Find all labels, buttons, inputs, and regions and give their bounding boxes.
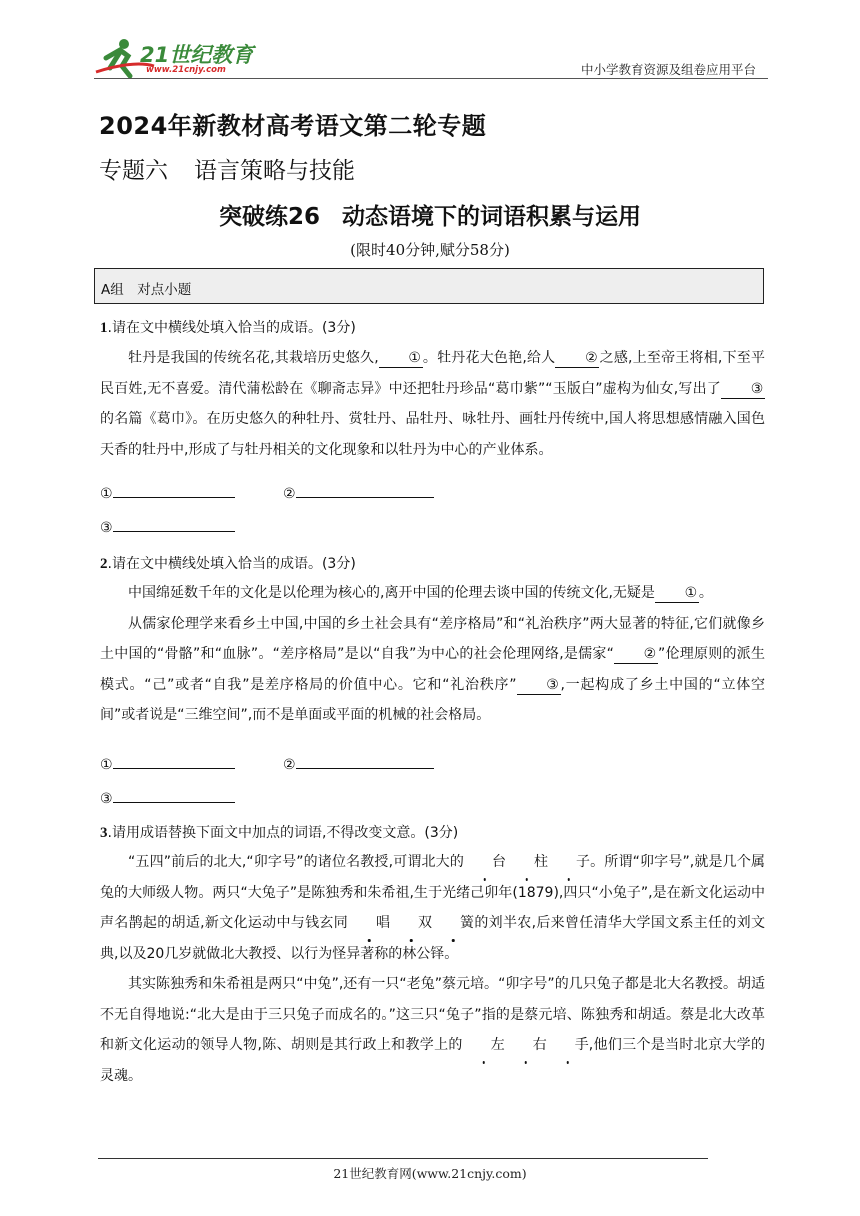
topic-number: 专题六	[99, 158, 168, 184]
question-number: 1	[100, 320, 108, 336]
blank-2[interactable]: ②	[555, 349, 599, 368]
blank-3[interactable]: ③	[517, 676, 561, 695]
footer-text: 21世纪教育网(www.21cnjy.com)	[333, 1166, 527, 1181]
footer-rule	[98, 1158, 708, 1159]
answer-line-3[interactable]: ③	[100, 788, 235, 807]
answer-line-2[interactable]: ②	[283, 483, 434, 502]
answer-line-2[interactable]: ②	[283, 754, 434, 773]
question-number: 2	[100, 556, 108, 572]
dotted-phrase-2: 唱 双 簧	[348, 915, 474, 931]
question-text: .请用成语替换下面文中加点的词语,不得改变文意。(3分)	[107, 825, 459, 841]
question-3-passage: “五四”前后的北大,“卯字号”的诸位名教授,可谓北大的 台 柱 子。所谓“卯字号”,就是几个属兔的大师级人物。两只“大兔子”是陈独秀和朱希祖,生于光绪己卯年(1879),四只“小兔子”,是在新文化运动中声名鹊起的胡适,新文化运动中与钱玄同 唱 双 簧的刘半农,后来曾任清华大学国文系主任的刘文典,以及20几岁就做北大教授、以行为怪异著称的林公铎。 其实陈独秀和朱希祖是两只“中兔”,还有一只“老兔”蔡元培。“卯字号”的几只兔子都是北大名教授。胡适不无自得地说:“北大是由于三只兔子而成名的。”这三只“兔子”指的是蔡元培、陈独秀和胡适。蔡是北大改革和新文化运动的领导人物,陈、胡则是其行政上和教学上的 左 右 手,他们三个是当时北京大学的灵魂。	[100, 847, 765, 1091]
group-header	[94, 268, 764, 304]
group-label: A组 对点小题	[101, 282, 192, 298]
time-limit: (限时40分钟,赋分58分)	[350, 241, 510, 259]
exercise-number: 突破练26	[218, 204, 320, 230]
blank-1[interactable]: ①	[655, 584, 699, 603]
question-2-prompt	[100, 553, 356, 573]
doc-title: 2024年新教材高考语文第二轮专题	[99, 112, 487, 140]
question-1-prompt	[100, 317, 356, 337]
header-rule	[94, 78, 768, 79]
question-3-prompt	[100, 822, 458, 842]
topic-name: 语言策略与技能	[194, 158, 355, 184]
exercise-name: 动态语境下的词语积累与运用	[342, 204, 641, 230]
blank-3[interactable]: ③	[721, 380, 765, 399]
exercise-title	[0, 198, 860, 231]
site-name: 中小学教育资源及组卷应用平台	[580, 62, 756, 77]
question-text: .请在文中横线处填入恰当的成语。(3分)	[107, 556, 356, 572]
blank-2[interactable]: ②	[614, 645, 658, 664]
topic-title	[99, 152, 355, 185]
answer-line-1[interactable]: ①	[100, 483, 235, 502]
site-logo	[94, 36, 264, 78]
logo-url: www.21cnjy.com	[146, 65, 226, 75]
question-number: 3	[100, 825, 108, 841]
question-2-passage: 中国绵延数千年的文化是以伦理为核心的,离开中国的伦理去谈中国的传统文化,无疑是 ① 。 从儒家伦理学来看乡土中国,中国的乡土社会具有“差序格局”和“礼治秩序”两大显著的特征,它们就像乡土中国的“骨骼”和“血脉”。“差序格局”是以“自我”为中心的社会伦理网络,是儒家“ ② ”伦理原则的派生模式。“己”或者“自我”是差序格局的价值中心。它和“礼治秩序” ③ ,一起构成了乡土中国的“立体空间”或者说是“三维空间”,而不是单面或平面的机械的社会格局。	[100, 585, 765, 723]
dotted-phrase-3: 左 右 手	[463, 1037, 589, 1053]
answer-line-3[interactable]: ③	[100, 517, 235, 536]
question-text: .请在文中横线处填入恰当的成语。(3分)	[107, 320, 356, 336]
question-1-passage: 牡丹是我国的传统名花,其栽培历史悠久, ① 。牡丹花大色艳,给人 ② 之感,上至帝王将相,下至平民百姓,无不喜爱。清代蒲松龄在《聊斋志异》中还把牡丹珍品“葛巾紫”“玉版白”虚构为仙女,写出了 ③的名篇《葛巾》。在历史悠久的种牡丹、赏牡丹、品牡丹、咏牡丹、画牡丹传统中,国人将思想感情融入国色天香的牡丹中,形成了与牡丹相关的文化现象和以牡丹为中心的产业体系。	[100, 350, 766, 458]
blank-1[interactable]: ①	[379, 349, 423, 368]
dotted-phrase-1: 台 柱 子	[464, 854, 590, 870]
logo-text: 21世纪教育	[140, 43, 254, 67]
answer-line-1[interactable]: ①	[100, 754, 235, 773]
